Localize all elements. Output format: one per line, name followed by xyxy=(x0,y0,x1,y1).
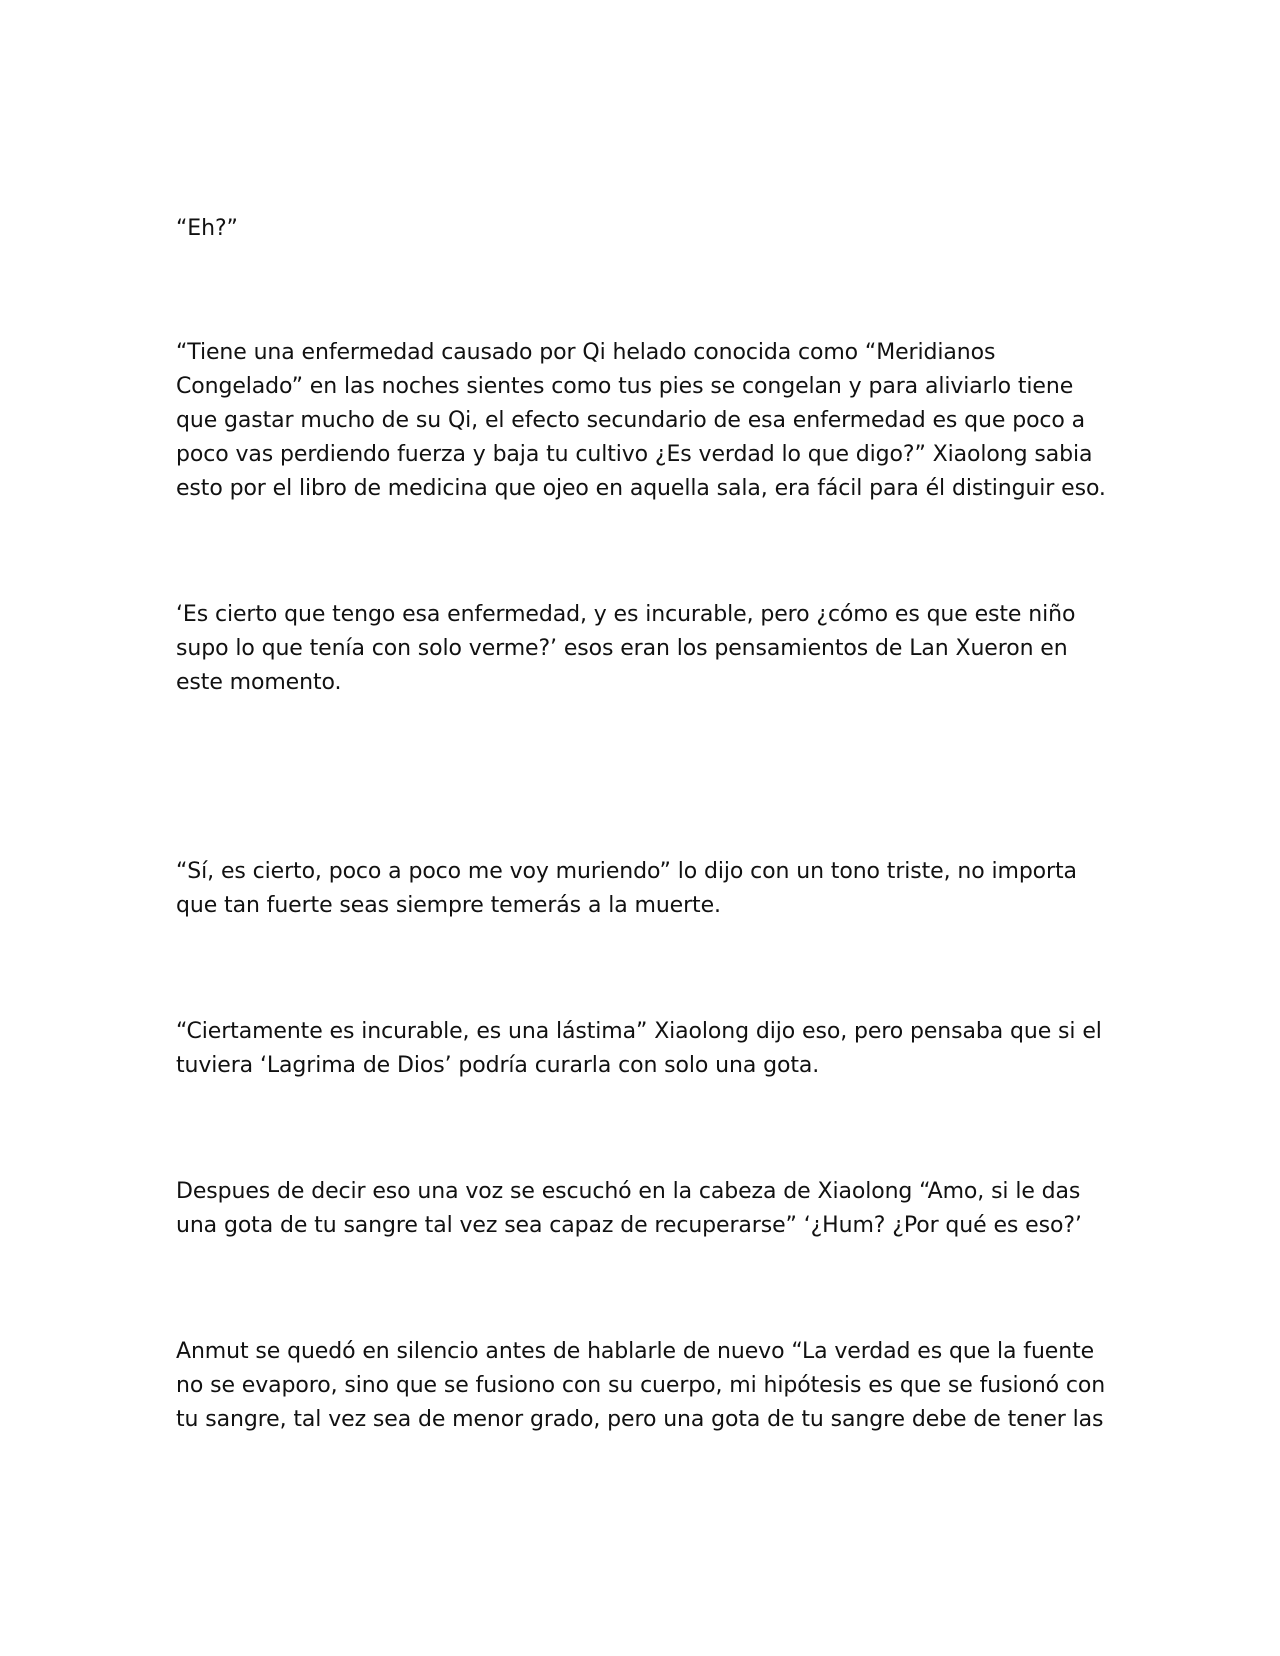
paragraph-confession: “Sí, es cierto, poco a poco me voy muriendo” lo dijo con un tono triste, no importa que tan fuerte seas siempre temerás a la muerte. xyxy=(176,859,1077,918)
paragraph-thoughts: ‘Es cierto que tengo esa enfermedad, y es incurable, pero ¿cómo es que este niño supo lo que tenía con solo verme?’ esos eran los pensamientos de Lan Xueron en este momento. xyxy=(176,602,1076,695)
paragraph-diagnosis: “Tiene una enfermedad causado por Qi helado conocida como “Meridianos Congelado” en las noches sientes como tus pies se congelan y para aliviarlo tiene que gastar mucho de su Qi, el efecto secundario de esa enfermedad es que poco a poco vas perdiendo fuerza y baja tu cultivo ¿Es verdad lo que digo?” Xiaolong sabia esto por el libro de medicina que ojeo en aquella sala, era fácil para él distinguir eso. xyxy=(176,340,1106,501)
paragraph-anmut: Anmut se quedó en silencio antes de hablarle de nuevo “La verdad es que la fuente no se evaporo, sino que se fusiono con su cuerpo, mi hipótesis es que se fusionó con tu sangre, tal vez sea de menor grado, pero una gota de tu sangre debe de tener las xyxy=(176,1339,1106,1432)
paragraph-incurable: “Ciertamente es incurable, es una lástima” Xiaolong dijo eso, pero pensaba que si el tuviera ‘Lagrima de Dios’ podría curarla con solo una gota. xyxy=(176,1019,1102,1078)
paragraph-eh: “Eh?” xyxy=(176,216,238,241)
paragraph-voice: Despues de decir eso una voz se escuchó en la cabeza de Xiaolong “Amo, si le das una gota de tu sangre tal vez sea capaz de recuperarse” ‘¿Hum? ¿Por qué es eso?’ xyxy=(176,1179,1082,1238)
